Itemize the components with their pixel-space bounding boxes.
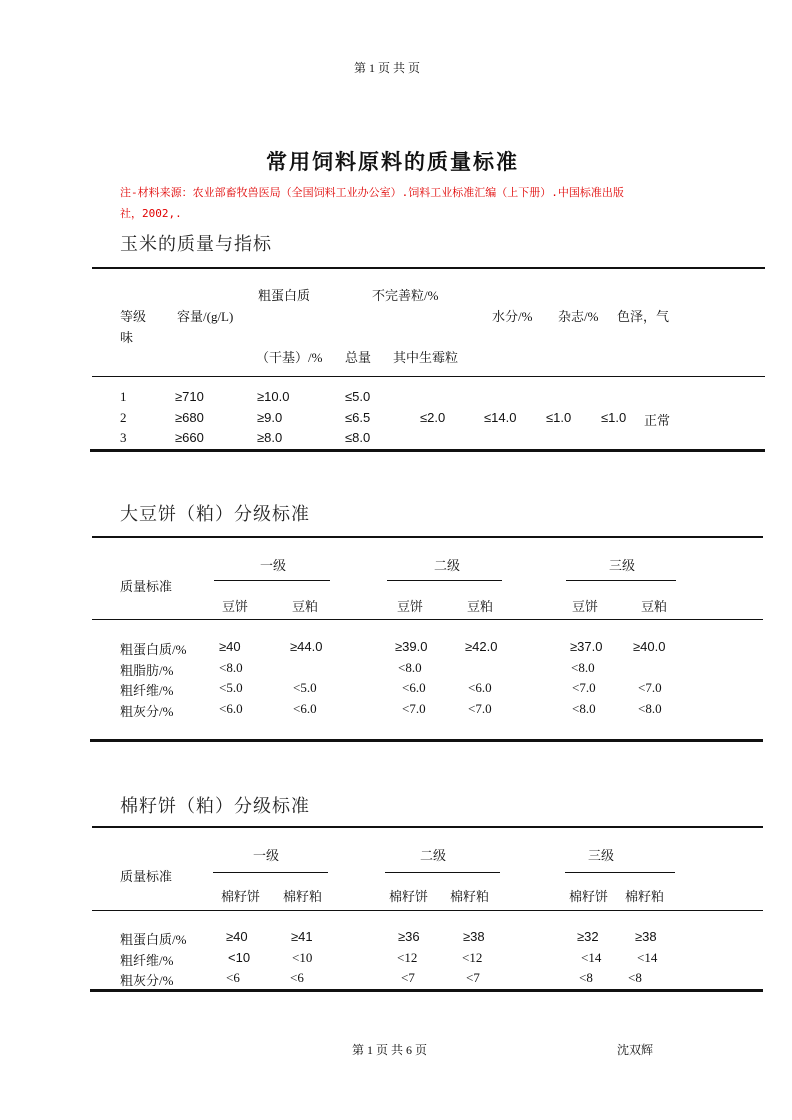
soy-cell: ≥44.0 xyxy=(290,639,323,654)
soy-table-top-rule xyxy=(92,536,763,538)
soy-cell: <8.0 xyxy=(638,701,662,716)
corn-header-mold: 其中生霉粒 xyxy=(393,350,459,365)
soy-cell: <6.0 xyxy=(219,701,243,716)
corn-header-impurity: 杂志/% xyxy=(558,309,599,324)
soy-table-mid-rule xyxy=(92,619,763,620)
cotton-cell: <8 xyxy=(579,970,593,985)
corn-header-water: 水分/% xyxy=(492,309,533,324)
cotton-cell: <6 xyxy=(290,970,304,985)
soy-level-2: 二级 xyxy=(434,558,461,573)
page-title: 常用饲料原料的质量标准 xyxy=(266,149,519,174)
cotton-cell: <6 xyxy=(226,970,240,985)
cotton-table-mid-rule xyxy=(92,910,763,911)
corn-row2-protein: ≥9.0 xyxy=(257,410,283,425)
soy-sub-cake-1: 豆饼 xyxy=(222,599,249,614)
cotton-sub-meal-2: 棉籽粕 xyxy=(450,889,490,904)
corn-row2-volume: ≥680 xyxy=(175,410,204,425)
cotton-level2-underline xyxy=(385,872,500,873)
cotton-level-2: 二级 xyxy=(420,848,447,863)
corn-row1-grade: 1 xyxy=(120,389,127,404)
soy-table-bottom-rule xyxy=(90,739,763,742)
soy-cell: <6.0 xyxy=(293,701,317,716)
corn-impurity-value: ≤1.0 xyxy=(546,410,572,425)
corn-extra-value: ≤1.0 xyxy=(601,410,627,425)
soy-cell: ≥40.0 xyxy=(633,639,666,654)
soy-cell: <8.0 xyxy=(571,660,595,675)
cotton-sub-cake-3: 棉籽饼 xyxy=(569,889,609,904)
soy-sub-meal-3: 豆粕 xyxy=(641,599,668,614)
soy-sub-cake-3: 豆饼 xyxy=(572,599,599,614)
soy-cell: <6.0 xyxy=(402,680,426,695)
cotton-cell: <7 xyxy=(466,970,480,985)
cotton-cell: ≥38 xyxy=(635,929,657,944)
corn-water-value: ≤14.0 xyxy=(484,410,517,425)
cotton-table-top-rule xyxy=(92,826,763,828)
cotton-section-heading: 棉籽饼（粕）分级标准 xyxy=(120,796,310,817)
cotton-cell: <14 xyxy=(581,950,602,965)
corn-header-imperfect: 不完善粒/% xyxy=(372,288,439,303)
cotton-cell: ≥36 xyxy=(398,929,420,944)
soy-cell: <7.0 xyxy=(572,680,596,695)
corn-table-top-rule xyxy=(92,267,765,269)
cotton-row-name: 粗纤维/% xyxy=(120,953,174,968)
cotton-cell: <7 xyxy=(401,970,415,985)
corn-table-mid-rule xyxy=(92,376,765,377)
cotton-level1-underline xyxy=(213,872,328,873)
cotton-cell: <10 xyxy=(228,950,251,965)
cotton-table-bottom-rule xyxy=(90,989,763,992)
soy-sub-cake-2: 豆饼 xyxy=(397,599,424,614)
soy-cell: <8.0 xyxy=(219,660,243,675)
cotton-cell: <8 xyxy=(628,970,642,985)
corn-row3-grade: 3 xyxy=(120,430,127,445)
cotton-cell: ≥40 xyxy=(226,929,248,944)
soy-cell: <6.0 xyxy=(468,680,492,695)
corn-row2-grade: 2 xyxy=(120,410,127,425)
soy-cell: <8.0 xyxy=(572,701,596,716)
cotton-cell: ≥41 xyxy=(291,929,313,944)
soy-cell: ≥42.0 xyxy=(465,639,498,654)
soy-cell: <7.0 xyxy=(402,701,426,716)
soy-row-name: 粗纤维/% xyxy=(120,683,174,698)
soy-row-name: 粗灰分/% xyxy=(120,704,174,719)
cotton-cell: <12 xyxy=(462,950,483,965)
soy-sub-meal-2: 豆粕 xyxy=(467,599,494,614)
soy-cell: ≥39.0 xyxy=(395,639,428,654)
cotton-criteria-label: 质量标准 xyxy=(120,869,173,884)
corn-header-protein: 粗蛋白质 xyxy=(258,288,311,303)
cotton-cell: <14 xyxy=(637,950,658,965)
soy-cell: <5.0 xyxy=(293,680,317,695)
corn-row1-volume: ≥710 xyxy=(175,389,204,404)
corn-header-protein-sub: （干基）/% xyxy=(256,350,323,365)
corn-table-bottom-rule xyxy=(90,449,765,452)
soy-cell: <7.0 xyxy=(468,701,492,716)
footer-author: 沈双辉 xyxy=(617,1043,654,1057)
cotton-sub-cake-1: 棉籽饼 xyxy=(221,889,261,904)
corn-color-value: 正常 xyxy=(644,413,671,428)
source-note-line1: 注-材料来源：农业部畜牧兽医局（全国饲料工业办公室）.饲料工业标准汇编（上下册）.中国标准出版 xyxy=(120,186,624,199)
corn-row3-total: ≤8.0 xyxy=(345,430,371,445)
cotton-sub-meal-1: 棉籽粕 xyxy=(283,889,323,904)
soy-cell: <5.0 xyxy=(219,680,243,695)
corn-row1-protein: ≥10.0 xyxy=(257,389,290,404)
soy-section-heading: 大豆饼（粕）分级标准 xyxy=(120,504,310,525)
soy-cell: ≥37.0 xyxy=(570,639,603,654)
corn-header-total: 总量 xyxy=(345,350,372,365)
corn-header-grade-cont: 味 xyxy=(120,330,134,345)
cotton-cell: <12 xyxy=(397,950,418,965)
source-note-line2: 社，2002,. xyxy=(120,207,182,220)
cotton-cell: ≥38 xyxy=(463,929,485,944)
corn-header-volume: 容量/(g/L) xyxy=(177,309,234,324)
corn-section-heading: 玉米的质量与指标 xyxy=(120,234,272,255)
page-footer: 第 1 页 共 6 页 xyxy=(352,1043,428,1057)
cotton-row-name: 粗蛋白质/% xyxy=(120,932,187,947)
soy-level-3: 三级 xyxy=(609,558,636,573)
cotton-sub-meal-3: 棉籽粕 xyxy=(625,889,665,904)
cotton-row-name: 粗灰分/% xyxy=(120,973,174,988)
soy-sub-meal-1: 豆粕 xyxy=(292,599,319,614)
cotton-level-3: 三级 xyxy=(588,848,615,863)
corn-row2-total: ≤6.5 xyxy=(345,410,371,425)
soy-row-name: 粗蛋白质/% xyxy=(120,642,187,657)
soy-row-name: 粗脂肪/% xyxy=(120,663,174,678)
soy-cell: <7.0 xyxy=(638,680,662,695)
page-header: 第 1 页 共 页 xyxy=(354,61,421,75)
cotton-level3-underline xyxy=(565,872,675,873)
soy-level3-underline xyxy=(566,580,676,581)
corn-header-color: 色泽，气 xyxy=(617,309,670,324)
soy-criteria-label: 质量标准 xyxy=(120,579,173,594)
soy-level2-underline xyxy=(387,580,502,581)
cotton-sub-cake-2: 棉籽饼 xyxy=(389,889,429,904)
soy-level-1: 一级 xyxy=(260,558,287,573)
corn-header-grade: 等级 xyxy=(120,309,147,324)
cotton-cell: <10 xyxy=(292,950,313,965)
soy-level1-underline xyxy=(214,580,330,581)
corn-row3-volume: ≥660 xyxy=(175,430,204,445)
corn-mold-value: ≤2.0 xyxy=(420,410,446,425)
corn-row3-protein: ≥8.0 xyxy=(257,430,283,445)
corn-row1-total: ≤5.0 xyxy=(345,389,371,404)
cotton-cell: ≥32 xyxy=(577,929,599,944)
soy-cell: ≥40 xyxy=(219,639,241,654)
soy-cell: <8.0 xyxy=(398,660,422,675)
cotton-level-1: 一级 xyxy=(253,848,280,863)
